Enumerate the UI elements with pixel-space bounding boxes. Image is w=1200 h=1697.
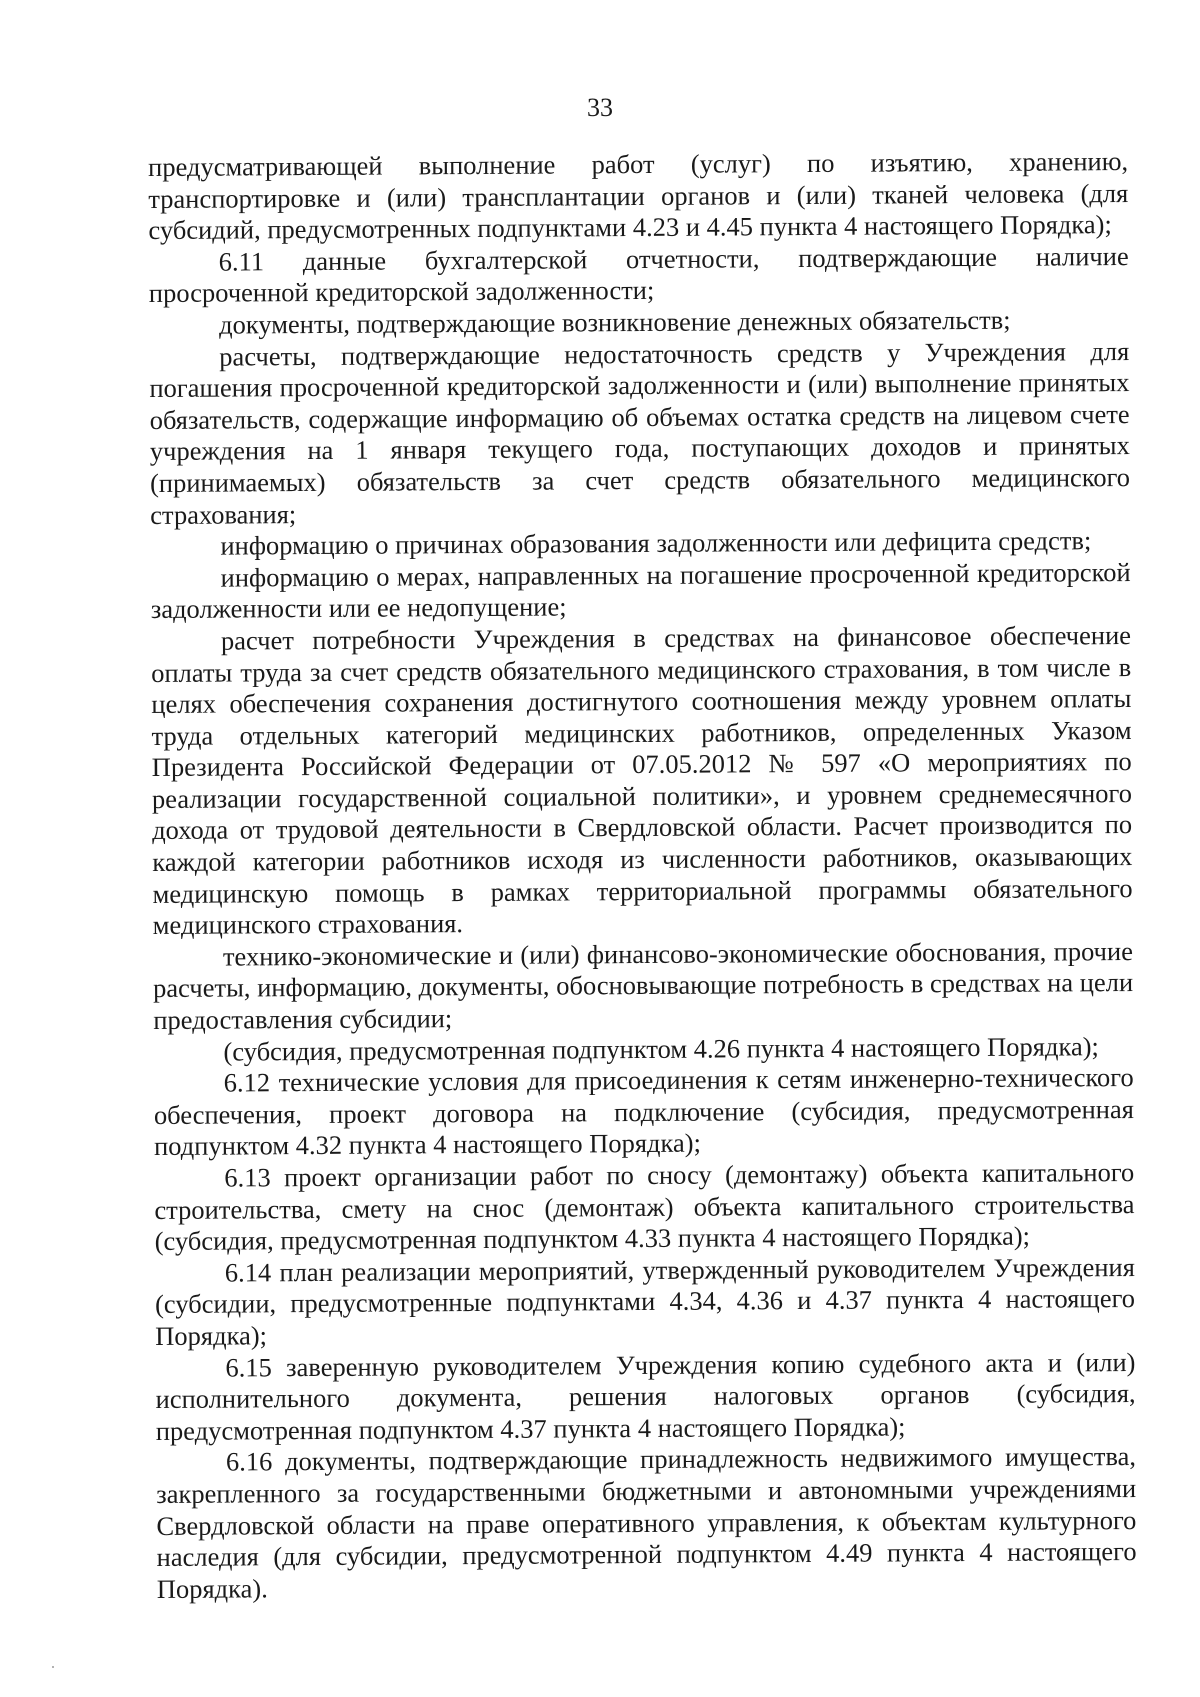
paragraph-6-16: 6.16 документы, подтверждающие принадлежность недвижимого имущества, закрепленного за государственными бюджетными и автономными учреждениями Свердловской области на праве оперативного управления, к объектам культурного наследия (для субсидии, предусмотренной подпунктом 4.49 пункта 4 настоящего Порядка). <box>156 1441 1137 1604</box>
paragraph-obligation-documents: документы, подтверждающие возникновение денежных обязательств; <box>218 304 1011 340</box>
paragraph-6-11: 6.11 данные бухгалтерской отчетности, подтверждающие наличие просроченной кредиторской задолженности; <box>148 240 1129 309</box>
paragraph-debt-measures: информацию о мерах, направленных на погашение просроченной кредиторской задолженности или ее недопущение; <box>150 556 1131 625</box>
paragraph-6-14: 6.14 план реализации мероприятий, утвержденный руководителем Учреждения (субсидии, предусмотренные подпунктами 4.34, 4.36 и 4.37 пункта 4 настоящего Порядка); <box>154 1251 1136 1351</box>
paragraph-feasibility-justifications: технико-экономические и (или) финансово-экономические обоснования, прочие расчеты, информацию, документы, обосновывающие потребность в средствах на цели предоставления субсидии; <box>153 935 1134 1036</box>
paragraph-debt-causes: информацию о причинах образования задолженности или дефицита средств; <box>220 525 1092 561</box>
paragraph-6-15: 6.15 заверенную руководителем Учреждения копию судебного акта и (или) исполнительного документа, решения налоговых органов (субсидия, предусмотренная подпунктом 4.37 пункта 4 настоящего Порядка); <box>155 1346 1136 1446</box>
paragraph-insufficiency-calculations: расчеты, подтверждающие недостаточность средств у Учреждения для погашения просроченной кредиторской задолженности и (или) выполнение принятых обязательств, содержащие информацию об объемах остатка средств на лицевом счете учреждения на 1 января текущего года, поступающих доходов и принятых (принимаемых) обязательств за счет средств обязательного медицинского страхования; <box>149 335 1131 530</box>
scan-speck <box>52 1666 54 1668</box>
paragraph-continuation: предусматривающей выполнение работ (услуг) по изъятию, хранению, транспортировке и (или) трансплантации органов и (или) тканей человека (для субсидий, предусмотренных подпунктами 4.23 и 4.45 пункта 4 настоящего Порядка); <box>148 146 1129 246</box>
paragraph-6-13: 6.13 проект организации работ по сносу (демонтажу) объекта капитального строительства, смету на снос (демонтаж) объекта капитального строительства (субсидия, предусмотренная подпунктом 4.33 пункта 4 настоящего Порядка); <box>154 1156 1135 1257</box>
paragraph-payroll-calculation: расчет потребности Учреждения в средствах на финансовое обеспечение оплаты труда за счет средств обязательного медицинского страхования, в том числе в целях обеспечения сохранения достигнутого соотношения между уровнем оплаты труда отдельных категорий медицинских работников, определенных Указом Президента Российской Федерации от 07.05.2012 № 597 «О мероприятиях по реализации государственной социальной политики», и уровнем среднемесячного дохода от трудовой деятельности в Свердловской области. Расчет производится по каждой категории работников исходя из численности работников, оказывающих медицинскую помощь в рамках территориальной программы обязательного медицинского страхования. <box>151 619 1133 941</box>
paragraph-subsidy-4-26: (субсидия, предусмотренная подпунктом 4.26 пункта 4 настоящего Порядка); <box>223 1030 1099 1067</box>
paragraph-6-12: 6.12 технические условия для присоединения к сетям инженерно-технического обеспечения, проект договора на подключение (субсидия, предусмотренная подпунктом 4.32 пункта 4 настоящего Порядка); <box>153 1062 1134 1162</box>
page-number: 33 <box>587 93 613 122</box>
document-body <box>148 146 1137 1605</box>
